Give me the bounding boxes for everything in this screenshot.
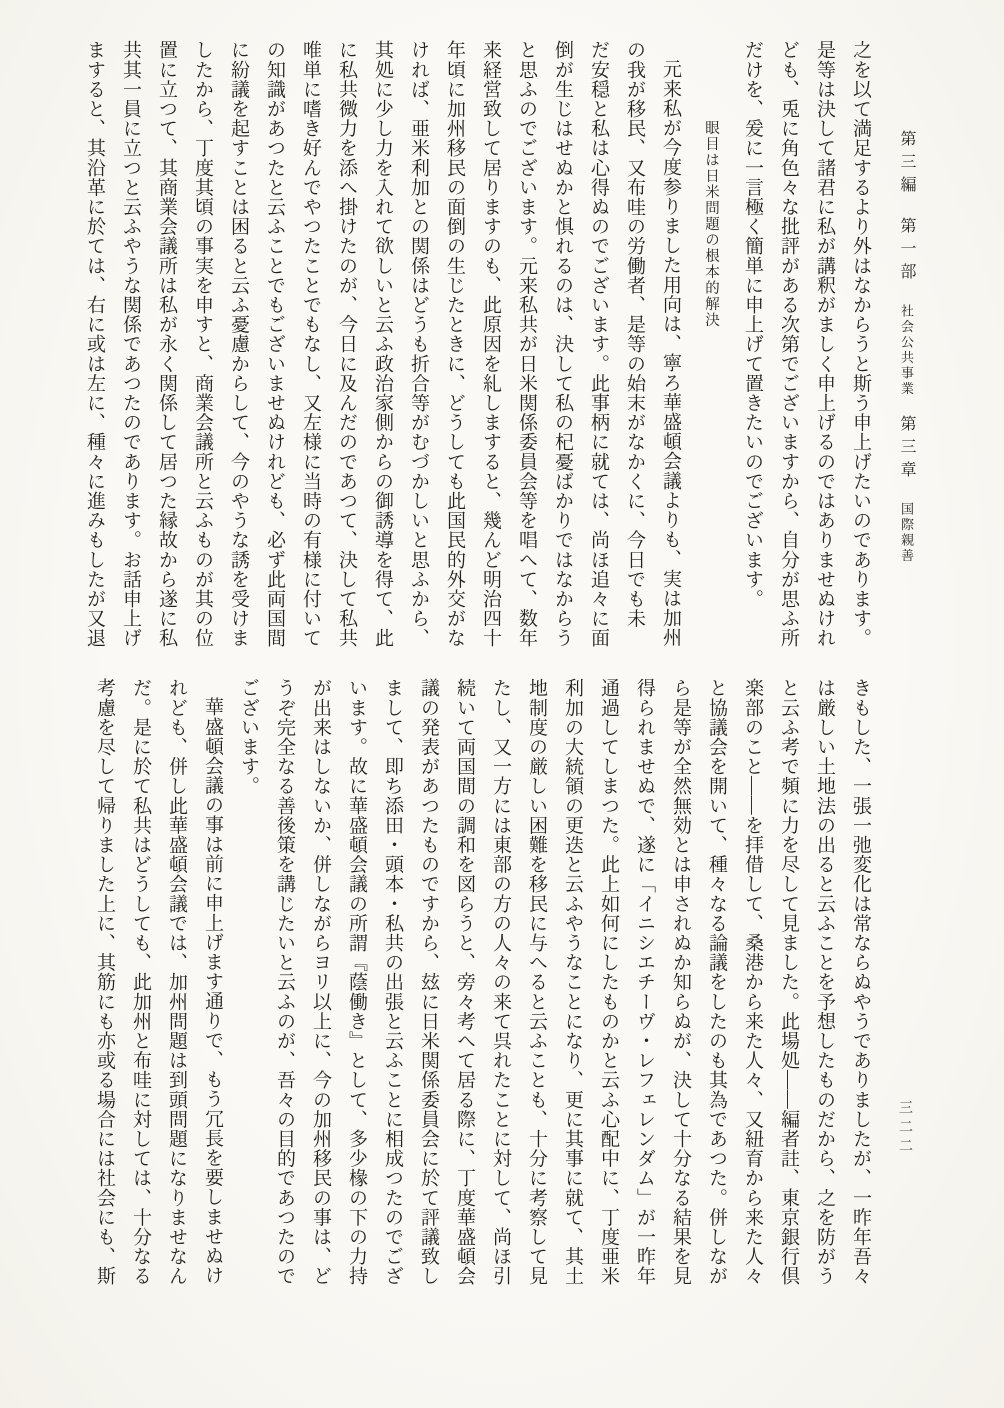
- text-line: 議の発表があつたものですから、玆に日米関係委員会に於て評議致し: [418, 678, 439, 1286]
- running-head: [895, 130, 918, 564]
- text-line: 年頃に加州移民の面倒の生じたときに、どうしても此国民的外交がな: [444, 40, 465, 648]
- text-block-bottom: [86, 678, 878, 1303]
- text-line: 楽部のこと――を拝借して、桑港から来た人々、又紐育から来た人々: [742, 678, 763, 1286]
- text-line: 之を以て満足するより外はなからうと斯う申上げたいのであります。: [850, 40, 871, 648]
- text-line: と思ふのでございます。元来私共が日米関係委員会等を唱へて、数年: [516, 40, 537, 648]
- text-line: 是等は決して諸君に私が講釈がましく申上げるのではありませぬけれ: [814, 40, 835, 648]
- text-line: 来経営致して居りますのも、此原因を糺しますると、幾んど明治四十: [480, 40, 501, 648]
- text-line: の我が移民、又布哇の労働者、是等の始末がなかくに、今日でも未: [624, 40, 645, 628]
- text-line: と云ふ考で頻に力を尽して見ました。此場処――編者註、東京銀行倶: [778, 678, 799, 1286]
- text-line: ら是等が全然無効とは申されぬか知らぬが、決して十分なる結果を見: [670, 678, 691, 1286]
- text-line: だけを、爰に一言極く簡単に申上げて置きたいのでございます。: [742, 40, 763, 609]
- text-line: 唯単に嗜き好んでやつたことでもなし、又左様に当時の有様に付いて: [300, 40, 321, 648]
- text-line: したから、丁度其頃の事実を申すと、商業会議所と云ふものが其の位: [192, 40, 213, 648]
- text-line: に紛議を起すことは困ると云ふ憂慮からして、今のやうな誘を受けま: [228, 40, 249, 648]
- text-line: ますると、其沿革に於ては、右に或は左に、種々に進みもしたが又退: [84, 40, 105, 648]
- text-block-top: [76, 40, 878, 665]
- text-line: ございます。: [238, 678, 259, 796]
- text-line: に私共微力を添へ掛けたのが、今日に及んだのであつて、決して私共: [336, 40, 357, 648]
- text-line: 置に立つて、其商業会議所は私が永く関係して居つた縁故から遂に私: [156, 40, 177, 648]
- text-line: が出来はしないか、併しながらヨリ以上に、今の加州移民の事は、ど: [310, 678, 331, 1286]
- text-line: 倒が生じはせぬかと惧れるのは、決して私の杞憂ばかりではなからう: [552, 40, 573, 648]
- text-line: ども、兎に角色々な批評がある次第でございますから、自分が思ふ所: [778, 40, 799, 648]
- text-line: ければ、亜米利加との関係はどうも折合等がむづかしいと思ふから、: [408, 40, 429, 648]
- running-head-part: 第三編: [898, 130, 915, 199]
- text-line: は厳しい土地法の出ると云ふことを予想したものだから、之を防がう: [814, 678, 835, 1286]
- text-line: の知識があつたと云ふことでもございませぬけれども、必ず此両国間: [264, 40, 285, 648]
- running-head-chapter-title: 国際親善: [899, 502, 914, 564]
- running-head-section-title: 社会公共事業: [899, 304, 914, 397]
- text-line: と協議会を開いて、種々なる論議をしたのも其為であつた。併しなが: [706, 678, 727, 1286]
- text-line: だ安穏と私は心得ぬのでございます。此事柄に就ては、尚ほ追々に面: [588, 40, 609, 648]
- text-line: うぞ完全なる善後策を講じたいと云ふのが、吾々の目的であつたので: [274, 678, 295, 1286]
- text-line: だ。是に於て私共はどうしても、此加州と布哇に対しては、十分なる: [130, 678, 151, 1286]
- text-line: 考慮を尽して帰りました上に、其筋にも亦或る場合には社会にも、斯: [94, 678, 115, 1286]
- text-line: たし、又一方には東部の方の人々の来て呉れたことに対して、尚ほ引: [490, 678, 511, 1286]
- text-line: 利加の大統領の更迭と云ふやうなことになり、更に其事に就て、其土: [562, 678, 583, 1286]
- text-line: 通過してしまつた。此上如何にしたものかと云ふ心配中に、丁度亜米: [598, 678, 619, 1286]
- text-line: 続いて両国間の調和を図らうと、旁々考へて居る際に、丁度華盛頓会: [454, 678, 475, 1286]
- section-heading: 眼目は日米問題の根本的解決: [703, 120, 719, 328]
- text-line: 華盛頓会議の事は前に申上げます通りで、もう冗長を要しませぬけ: [202, 697, 223, 1285]
- text-line: 其処に少し力を入れて欲しいと云ふ政治家側からの御誘導を得て、此: [372, 40, 393, 648]
- page-number: 三二二: [897, 1100, 912, 1157]
- running-head-section: 第一部: [898, 217, 915, 286]
- text-line: 元来私が今度参りました用向は、寧ろ華盛頓会議よりも、実は加州: [660, 59, 681, 647]
- text-line: れども、併し此華盛頓会議では、加州問題は到頭問題になりませなん: [166, 678, 187, 1286]
- text-line: きもした、一張一弛変化は常ならぬやうでありましたが、一昨年吾々: [850, 678, 871, 1286]
- text-line: 地制度の厳しい困難を移民に与へると云ふことも、十分に考察して見: [526, 678, 547, 1286]
- text-line: います。故に華盛頓会議の所謂『蔭働き』として、多少椽の下の力持: [346, 678, 367, 1286]
- text-line: 得られませぬで、遂に「イニシエチーヴ・レフェレンダム」が一昨年: [634, 678, 655, 1286]
- running-head-chapter: 第三章: [898, 415, 915, 484]
- text-line: 共其一員に立つと云ふやうな関係であつたのであります。お話申上げ: [120, 40, 141, 648]
- text-line: まして、即ち添田・頭本・私共の出張と云ふことに相成つたのでござ: [382, 678, 403, 1286]
